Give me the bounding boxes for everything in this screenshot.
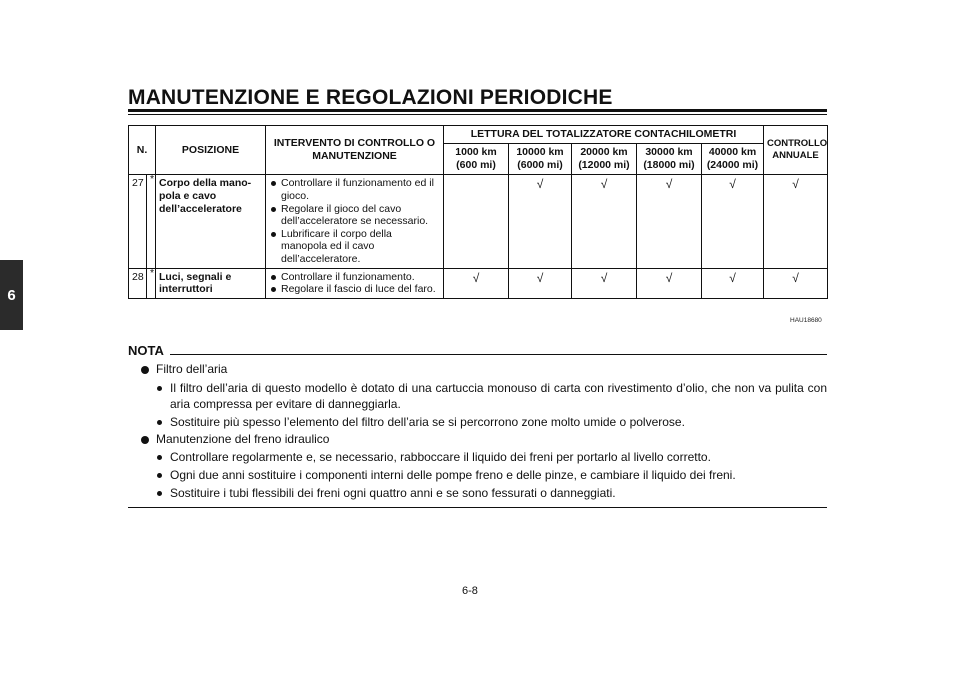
check-cell: √ <box>764 268 828 298</box>
check-cell: √ <box>444 268 509 298</box>
maintenance-table <box>128 125 828 299</box>
nota-subitem: Il filtro dell’aria di questo modello è dotato di una cartuccia monouso di carta con rivestimento d’olio, che non va pulita con aria compressa per evitare di danneggiarla. <box>154 380 827 412</box>
check-cell: √ <box>572 175 637 268</box>
interval-header: 30000 km (18000 mi) <box>637 144 702 175</box>
nota-item-label: Filtro dell’aria <box>156 362 228 376</box>
check-cell: √ <box>702 268 764 298</box>
task-item: Lubrificare il corpo della manopola ed il cavo dell’acceleratore. <box>269 228 440 266</box>
header-n: N. <box>129 126 156 175</box>
document-code: HAU18680 <box>790 317 822 324</box>
header-position: POSIZIONE <box>156 126 266 175</box>
check-cell: √ <box>572 268 637 298</box>
nota-subitem: Sostituire più spesso l’elemento del filtro dell’aria se si percorrono zone molto umide o polverose. <box>154 414 827 430</box>
row-number: 27 <box>129 175 147 268</box>
nota-list <box>128 362 827 501</box>
header-annual: CONTROLLO ANNUALE <box>764 126 828 175</box>
task-item: Controllare il funzionamento ed il gioco. <box>269 177 440 202</box>
nota-title: NOTA <box>128 343 164 358</box>
check-cell: √ <box>509 268 572 298</box>
task-item: Controllare il funzionamento. <box>269 271 440 284</box>
bullet-icon <box>157 491 162 496</box>
check-cell: √ <box>764 175 828 268</box>
interval-header: 40000 km (24000 mi) <box>702 144 764 175</box>
chapter-tab: 6 <box>0 260 23 330</box>
title-underline-thin <box>128 114 827 115</box>
header-intervention: INTERVENTO DI CONTROLLO O MANUTENZIONE <box>266 126 444 175</box>
nota-item-label: Manutenzione del freno idraulico <box>156 431 330 446</box>
row-position: Luci, segnali e interruttori <box>156 268 266 298</box>
row-number: 28 <box>129 268 147 298</box>
table-row <box>129 268 828 298</box>
bullet-icon <box>157 455 162 460</box>
task-item: Regolare il fascio di luce del faro. <box>269 283 440 296</box>
row-position: Corpo della mano-pola e cavo dell’acceleratore <box>156 175 266 268</box>
nota-end-rule <box>128 507 827 508</box>
dealer-star: * <box>147 175 156 268</box>
page-title: MANUTENZIONE E REGOLAZIONI PERIODICHE <box>128 86 613 109</box>
bullet-icon <box>157 420 162 425</box>
bullet-icon <box>141 436 149 444</box>
task-item: Regolare il gioco del cavo dell’acceleratore se necessario. <box>269 203 440 228</box>
check-cell: √ <box>637 268 702 298</box>
check-cell: √ <box>509 175 572 268</box>
nota-subitem: Controllare regolarmente e, se necessario, rabboccare il liquido dei freni per portarlo al livello corretto. <box>154 449 827 465</box>
page-number: 6-8 <box>462 585 478 597</box>
interval-header: 20000 km (12000 mi) <box>572 144 637 175</box>
interval-header: 1000 km (600 mi) <box>444 144 509 175</box>
nota-subitem: Ogni due anni sostituire i componenti interni delle pompe freno e delle pinze, e cambiare il liquido dei freni. <box>154 467 827 483</box>
nota-rule <box>170 354 827 355</box>
check-cell: √ <box>702 175 764 268</box>
row-tasks <box>266 268 444 298</box>
check-cell: √ <box>637 175 702 268</box>
bullet-icon <box>157 386 162 391</box>
check-cell <box>444 175 509 268</box>
table-row <box>129 175 828 268</box>
nota-item <box>128 362 827 430</box>
nota-subitem: Sostituire i tubi flessibili dei freni ogni quattro anni e se sono fessurati o danneggiati. <box>154 485 827 501</box>
title-underline-thick <box>128 109 827 112</box>
row-tasks <box>266 175 444 268</box>
bullet-icon <box>157 473 162 478</box>
nota-section <box>128 344 827 508</box>
nota-header <box>128 344 827 357</box>
bullet-icon <box>141 366 149 374</box>
header-odometer: LETTURA DEL TOTALIZZATORE CONTACHILOMETRI <box>444 126 764 144</box>
interval-header: 10000 km (6000 mi) <box>509 144 572 175</box>
nota-item <box>128 432 827 502</box>
dealer-star: * <box>147 268 156 298</box>
